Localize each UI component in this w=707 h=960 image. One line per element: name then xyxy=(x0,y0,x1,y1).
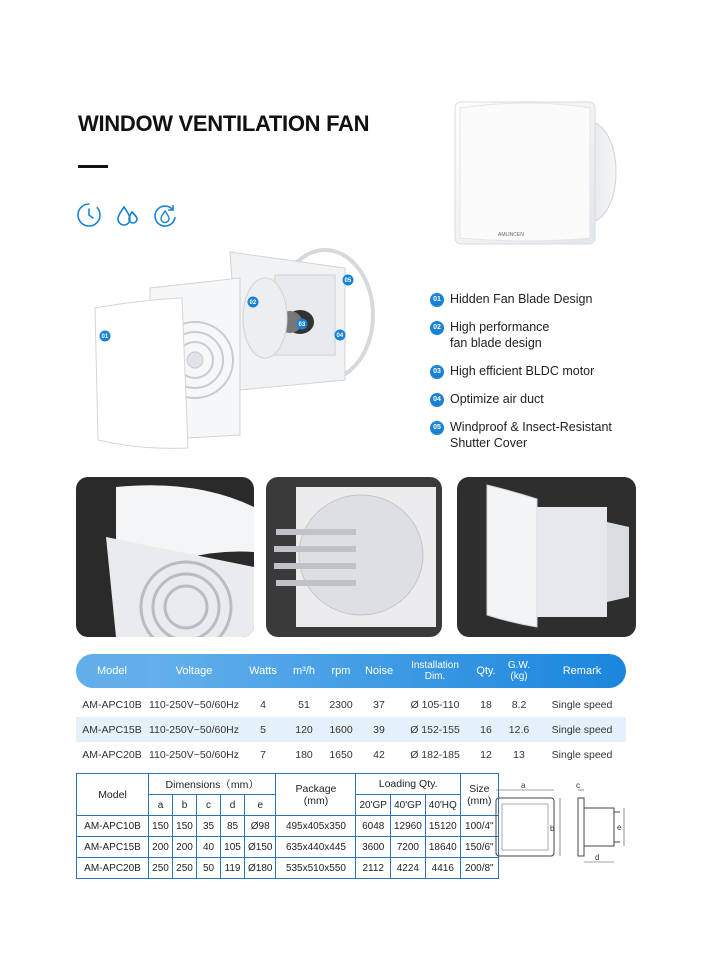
feature-label: High performance fan blade design xyxy=(450,320,550,350)
feature-item xyxy=(430,419,660,451)
spec-table-header xyxy=(76,654,626,688)
exploded-label-01: 01 xyxy=(101,334,109,340)
dim-header-package: Package (mm) xyxy=(276,774,356,816)
brand-mark: AMLINCEN xyxy=(498,232,524,238)
diagram-label-d: d xyxy=(595,853,600,862)
timer-icon xyxy=(76,202,102,228)
dim-header-size: Size (mm) xyxy=(460,774,498,816)
feature-item xyxy=(430,363,660,379)
feature-number: 02 xyxy=(430,321,444,335)
exploded-label-02: 02 xyxy=(249,300,257,306)
dim-header-20gp: 20'GP xyxy=(356,795,390,816)
header-voltage: Voltage xyxy=(175,665,213,677)
diagram-label-a: a xyxy=(521,781,526,790)
dim-header-e: e xyxy=(245,795,276,816)
dimension-diagram xyxy=(490,778,640,868)
feature-list xyxy=(430,291,660,463)
header-remark: Remark xyxy=(562,665,602,677)
dim-header-model: Model xyxy=(77,774,149,816)
exploded-view xyxy=(90,240,410,460)
feature-icons xyxy=(76,202,178,228)
table-row: AM-APC15B 200 200 40 105 Ø150 635x440x445 3600 7200 18640 150/6" xyxy=(77,837,499,858)
header-noise: Noise xyxy=(364,665,394,677)
feature-number: 01 xyxy=(430,293,444,307)
header-qty: Qty. xyxy=(476,665,496,677)
feature-item xyxy=(430,291,660,307)
diagram-label-e: e xyxy=(617,823,622,832)
refresh-drop-icon xyxy=(152,202,178,228)
header-model: Model xyxy=(97,665,127,677)
dimension-table xyxy=(76,773,499,879)
feature-item xyxy=(430,319,660,351)
dim-header-40gp: 40'GP xyxy=(390,795,425,816)
detail-photo-cover xyxy=(76,477,254,637)
feature-label: High efficient BLDC motor xyxy=(450,364,595,378)
dim-header-dimensions: Dimensions（mm） xyxy=(149,774,276,795)
feature-number: 03 xyxy=(430,365,444,379)
table-row: AM-APC15B 110-250V~50/60Hz 5 120 1600 39 Ø 152-155 16 12.6 Single speed xyxy=(76,717,626,742)
table-row: AM-APC10B 150 150 35 85 Ø98 495x405x350 6048 12960 15120 100/4" xyxy=(77,816,499,837)
spec-table xyxy=(76,654,626,767)
feature-label: Windproof & Insect-Resistant Shutter Cover xyxy=(450,420,612,450)
feature-label: Hidden Fan Blade Design xyxy=(450,292,593,306)
header-m3h: m³/h xyxy=(293,665,315,677)
page-title: WINDOW VENTILATION FAN xyxy=(78,111,370,136)
diagram-label-c: c xyxy=(576,781,580,790)
header-rpm: rpm xyxy=(331,665,351,677)
header-installation: Installation Dim. xyxy=(411,660,459,682)
dim-header-a: a xyxy=(149,795,173,816)
dim-header-b: b xyxy=(173,795,197,816)
dim-header-d: d xyxy=(221,795,245,816)
dim-header-c: c xyxy=(197,795,221,816)
table-row: AM-APC20B 250 250 50 119 Ø180 535x510x550 2112 4224 4416 200/8" xyxy=(77,858,499,879)
diagram-label-b: b xyxy=(550,824,555,833)
exploded-label-05: 05 xyxy=(344,278,352,284)
feature-label: Optimize air duct xyxy=(450,392,544,406)
water-drops-icon xyxy=(114,202,140,228)
detail-photo-shutter xyxy=(266,477,442,637)
table-row: AM-APC10B 110-250V~50/60Hz 4 51 2300 37 Ø 105-110 18 8.2 Single speed xyxy=(82,698,613,711)
product-photo xyxy=(450,100,620,250)
header-gw: G.W. (kg) xyxy=(507,660,531,682)
detail-photo-side xyxy=(457,477,636,637)
exploded-label-03: 03 xyxy=(298,322,306,328)
exploded-label-04: 04 xyxy=(336,333,344,339)
feature-item xyxy=(430,391,660,407)
title-divider xyxy=(78,165,108,168)
dim-header-40hq: 40'HQ xyxy=(425,795,460,816)
dim-header-loading: Loading Qty. xyxy=(356,774,460,795)
feature-number: 05 xyxy=(430,421,444,435)
detail-photos xyxy=(76,477,636,637)
feature-number: 04 xyxy=(430,393,444,407)
table-row: AM-APC20B 110-250V~50/60Hz 7 180 1650 42 Ø 182-185 12 13 Single speed xyxy=(82,748,613,761)
header-watts: Watts xyxy=(249,665,277,677)
